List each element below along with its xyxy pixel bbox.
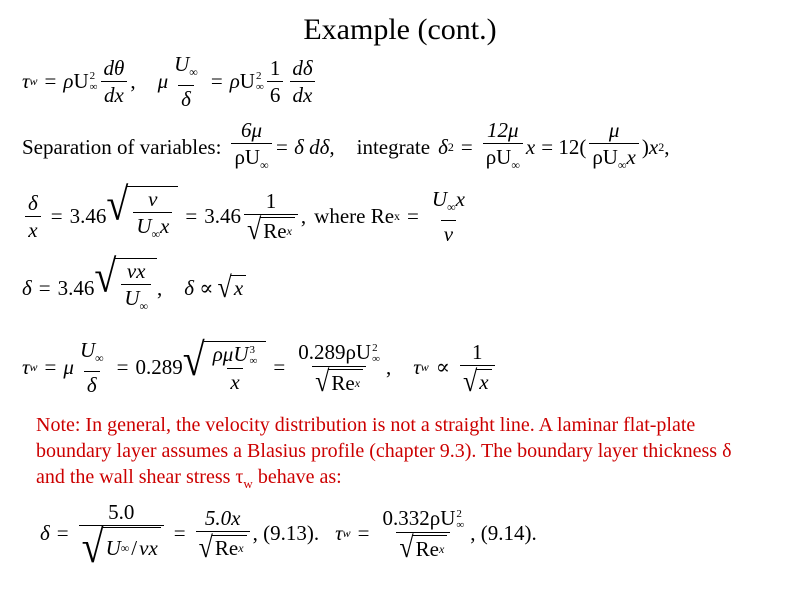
equation-delta-sqrt: δ = 3.46 √ $\frac{\nu x}{U_\infty}$ , δ ∝ √ x bbox=[22, 258, 246, 318]
fraction-12mu-rhoU: $\frac{12\mu}{\rho U_\infty}$ bbox=[483, 118, 523, 177]
fraction-dtheta-dx: $\frac{d\theta}{dx}$ bbox=[101, 56, 128, 107]
fraction-6mu-rhoU: $\frac{6\mu}{\rho U_\infty}$ bbox=[231, 118, 271, 177]
fraction-mu-rhoUx: $\frac{\mu}{\rho U_\infty x}$ bbox=[589, 118, 639, 177]
equation-wall-shear-momentum: τ w = ρ U 2 ∞ $\frac{d\theta}{dx}$ , μ $\frac{U_\infty}{\delta}$ = ρ U 2 ∞ $\frac{1}{6}$ $\frac{d\delta}{dx}$ bbox=[22, 52, 319, 111]
fraction-Ux-nu: $\frac{U_\infty x}{\nu}$ bbox=[431, 186, 465, 246]
sqrt-nu-Ux: √ $\frac{\nu}{U_\infty x}$ bbox=[106, 186, 178, 246]
fraction-one-sqrtRe: 1 √ Re x bbox=[244, 189, 298, 243]
fraction-one-six: $\frac{1}{6}$ bbox=[267, 56, 284, 107]
equation-blasius-results: δ = 5.0 √ U ∞ / νx = 5.0x √ Re x , (9.13). τ w = 0.332ρU 2 ∞ √ Re x , (9.14). bbox=[40, 500, 537, 573]
sqrt-nux-U: √ $\frac{\nu x}{U_\infty}$ bbox=[94, 258, 157, 318]
sqrt-rhomuU3-x: √ ρμU 3 ∞ x bbox=[183, 341, 267, 394]
blasius-note: Note: In general, the velocity distribution is not a straight line. A laminar flat-plate boundary layer assumes a Blasius profile (chapter 9.3). The boundary layer thickness δ and the wall shear stress $\tau_w$ behave as: bbox=[36, 414, 732, 491]
equation-separation-of-variables: Separation of variables: $\frac{6\mu}{\rho U_\infty}$ = δ dδ, integrate δ 2 = $\frac{12\mu}{\rho U_\infty}$ x = 12( $\frac{\mu}{\rho U_\infty x}$ ) x 2 , bbox=[22, 118, 669, 177]
equation-delta-over-x: $\frac{\delta}{x}$ = 3.46 √ $\frac{\nu}{U_\infty x}$ = 3.46 1 √ Re x , where Re x = $\frac{U_\infty x}{\nu}$ bbox=[22, 186, 471, 246]
fraction-U-delta: $\frac{U_\infty}{\delta}$ bbox=[174, 52, 198, 111]
fraction-ddelta-dx: $\frac{d\delta}{dx}$ bbox=[289, 56, 315, 107]
fraction-delta-x: $\frac{\delta}{x}$ bbox=[25, 191, 41, 242]
slide-title: Example (cont.) bbox=[303, 13, 497, 46]
equation-wall-shear: τ w = μ $\frac{U_\infty}{\delta}$ = 0.289 √ ρμU 3 ∞ x = 0.289ρU 2 ∞ √ Re x , τ w ∝ 1 √ x bbox=[22, 338, 498, 397]
